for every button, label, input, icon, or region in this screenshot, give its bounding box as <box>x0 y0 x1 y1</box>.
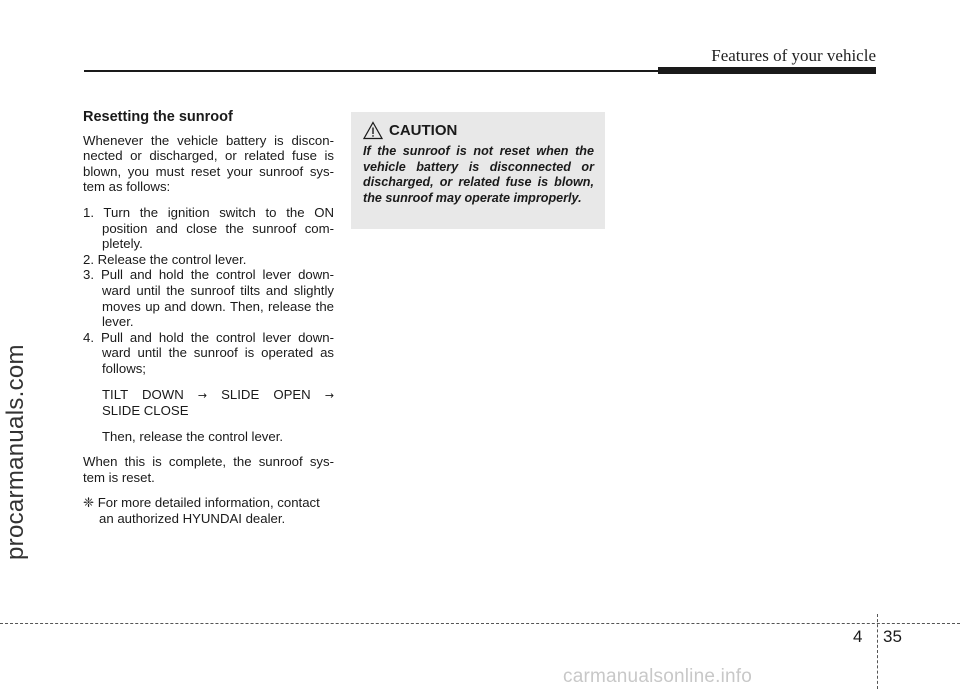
step-1: 1. Turn the ignition switch to the ON position and close the sunroof com-pletely. <box>83 204 334 252</box>
footer-divider <box>877 614 878 689</box>
bottom-watermark: carmanualsonline.info <box>563 666 753 687</box>
caution-title: CAUTION <box>389 122 458 139</box>
step-3: 3. Pull and hold the control lever down-ward until the sunroof tilts and slightly moves up and down. Then, release the lever. <box>83 267 334 330</box>
caution-text: If the sunroof is not reset when the vehicle battery is disconnected or discharged, or related fuse is blown, the sunroof may operate improperly. <box>363 144 594 205</box>
sequence-line <box>83 387 334 404</box>
intro-paragraph: Whenever the vehicle battery is discon-nected or discharged, or related fuse is blown, you must reset your sunroof sys-tem as follows: <box>83 132 334 195</box>
page-number: 35 <box>883 627 902 646</box>
arrow-right-icon: → <box>197 388 208 402</box>
sequence-slide-open: SLIDE OPEN <box>221 386 311 402</box>
warning-triangle-icon <box>363 121 383 140</box>
sequence-slide-close: SLIDE CLOSE <box>102 403 189 419</box>
step-2: 2. Release the control lever. <box>83 251 247 267</box>
footer-rule <box>0 623 960 624</box>
caution-header <box>363 121 594 140</box>
main-column <box>83 110 334 527</box>
header-rule-thick <box>658 67 876 74</box>
complete-paragraph: When this is complete, the sunroof sys-tem is reset. <box>83 454 334 485</box>
header-rule <box>84 70 664 72</box>
section-heading: Resetting the sunroof <box>83 109 233 125</box>
caution-box <box>351 112 605 229</box>
side-watermark: procarmanuals.com <box>2 344 29 560</box>
chapter-number: 4 <box>853 627 863 646</box>
page-header-title: Features of your vehicle <box>711 46 876 65</box>
step-4: 4. Pull and hold the control lever down-ward until the sunroof is operated as follows; <box>83 329 334 376</box>
sequence-tilt-down: TILT DOWN <box>102 386 184 402</box>
release-instruction: Then, release the control lever. <box>102 428 284 444</box>
arrow-right-icon: → <box>324 388 335 402</box>
dealer-note: ❈ For more detailed information, contact an authorized HYUNDAI dealer. <box>83 495 320 527</box>
